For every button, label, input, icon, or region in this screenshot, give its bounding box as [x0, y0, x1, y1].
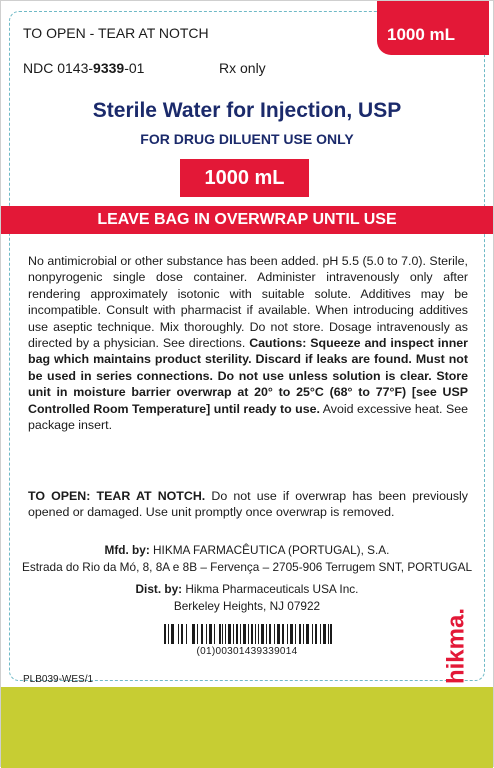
- dist-address: Berkeley Heights, NJ 07922: [173, 599, 321, 613]
- body-text: No antimicrobial or other substance has been added. pH 5.5 (5.0 to 7.0). Sterile, nonpyrogenic single dose container. Administer intravenously only after rendering approximately isotonic with suitable solute. Additives may be incompatible. Consult with pharmacist if available. When introducing additives use aseptic technique. Mix thoroughly. Do not store. Dosage intravenously as directed by a physician. See directions.: [28, 254, 468, 351]
- barcode-number: (01)00301439339014: [196, 646, 298, 657]
- mfd-address: Estrada do Rio da Mó, 8, 8A e 8B – Fervença – 2705-906 Terrugem SNT, PORTUGAL: [21, 560, 473, 574]
- volume-box: 1000 mL: [180, 159, 309, 197]
- ndc-prefix: NDC 0143-: [23, 60, 94, 76]
- footer-band: [1, 687, 493, 768]
- distributor-line: [1, 581, 493, 598]
- hikma-logo: [437, 606, 477, 686]
- mfd-label: Mfd. by:: [104, 543, 150, 557]
- product-subtitle: FOR DRUG DILUENT USE ONLY: [140, 131, 354, 147]
- manufacturer-line: [1, 542, 493, 559]
- directions-text: [28, 253, 468, 433]
- rx-only: Rx only: [219, 60, 266, 76]
- plb-code: PLB039-WES/1: [23, 674, 94, 685]
- product-title: Sterile Water for Injection, USP: [92, 99, 402, 122]
- cautions-tail: Avoid excessive heat. See package insert.: [28, 401, 469, 433]
- mfd-company: HIKMA FARMACÊUTICA (PORTUGAL), S.A.: [153, 543, 390, 557]
- to-open-body: Do not use if overwrap has been previously opened or damaged. Use unit promptly once overwrap is removed.: [28, 489, 468, 520]
- to-open-text: [28, 488, 468, 521]
- warning-band: LEAVE BAG IN OVERWRAP UNTIL USE: [1, 206, 493, 234]
- ndc-suffix: -01: [124, 60, 145, 76]
- tear-instruction: TO OPEN - TEAR AT NOTCH: [23, 25, 209, 41]
- logo-text: hikma.: [442, 607, 470, 685]
- barcode: [164, 624, 332, 644]
- cautions-text: Cautions: Squeeze and inspect inner bag which maintains product sterility. Discard if leaks are found. Must not be used in series connections. Do not use unless solution is clear. Store unit in moisture barrier overwrap at 20° to 25°C (68° to 77°F) [see USP Controlled Room Temperature] until ready to use.: [28, 336, 468, 416]
- ndc-product: 9339: [93, 60, 125, 76]
- dist-label: Dist. by:: [135, 582, 183, 596]
- distributor-block: [1, 581, 493, 615]
- ndc-code: [23, 60, 144, 76]
- manufacturer-block: [1, 542, 493, 576]
- volume-tag: 1000 mL: [377, 1, 489, 55]
- to-open-heading: TO OPEN: TEAR AT NOTCH.: [28, 489, 206, 503]
- dist-company: Hikma Pharmaceuticals USA Inc.: [185, 582, 359, 596]
